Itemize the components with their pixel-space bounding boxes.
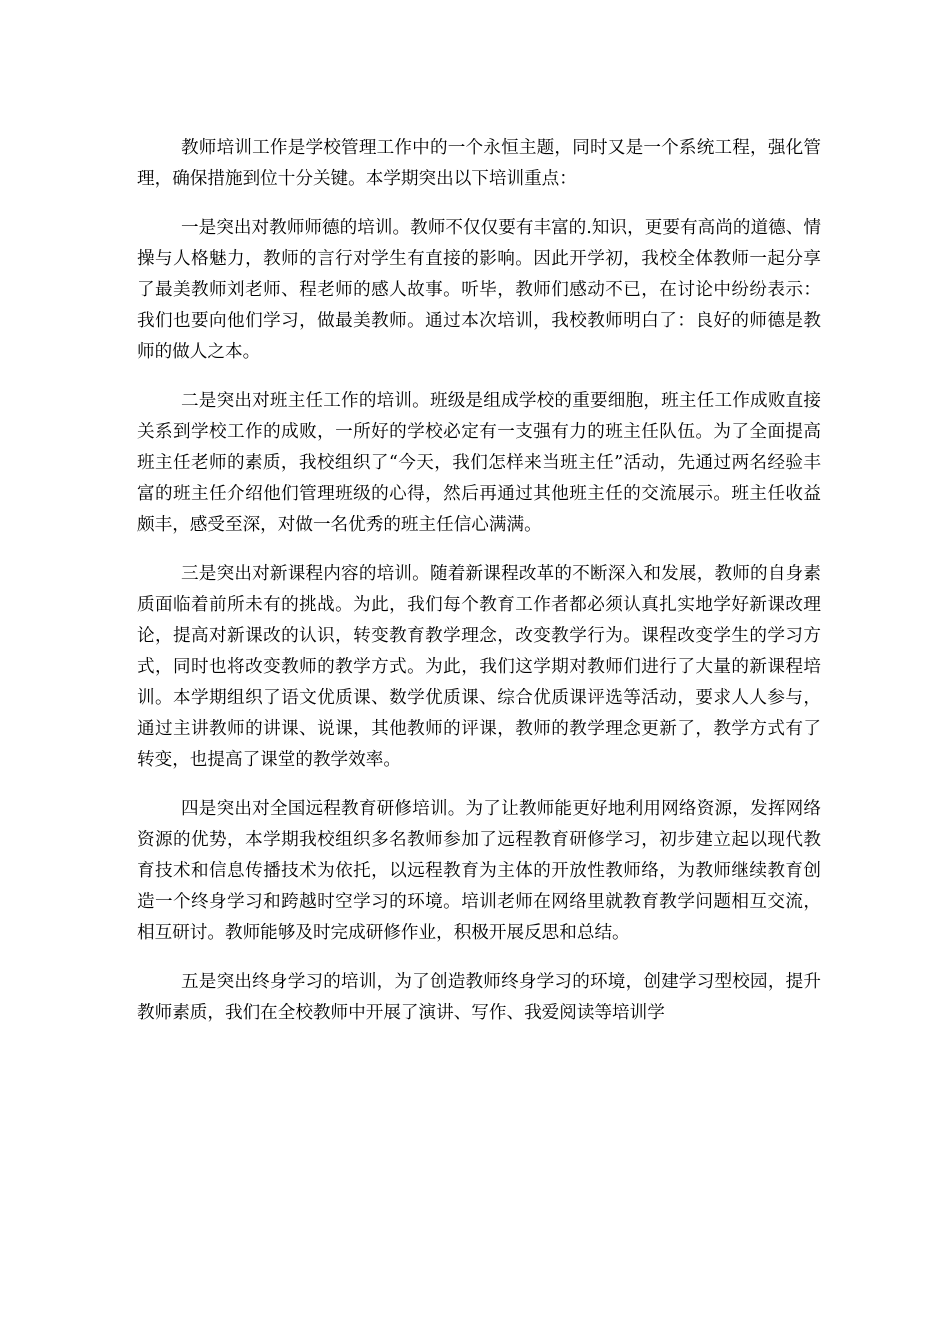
paragraph-head-teacher: 二是突出对班主任工作的培训。班级是组成学校的重要细胞，班主任工作成败直接关系到学校工作的成败，一所好的学校必定有一支强有力的班主任队伍。为了全面提高班主任老师的素质，我校组织了“今天，我们怎样来当班主任”活动，先通过两名经验丰富的班主任介绍他们管理班级的心得，然后再通过其他班主任的交流展示。班主任收益颇丰，感受至深，对做一名优秀的班主任信心满满。 bbox=[137, 391, 821, 535]
document-body bbox=[137, 133, 821, 1029]
paragraph-new-curriculum: 三是突出对新课程内容的培训。随着新课程改革的不断深入和发展，教师的自身素质面临着前所未有的挑战。为此，我们每个教育工作者都必须认真扎实地学好新课改理论，提高对新课改的认识，转变教育教学理念，改变教学行为。课程改变学生的学习方式，同时也将改变教师的教学方式。为此，我们这学期对教师们进行了大量的新课程培训。本学期组织了语文优质课、数学优质课、综合优质课评选等活动，要求人人参与，通过主讲教师的讲课、说课，其他教师的评课，教师的教学理念更新了，教学方式有了转变，也提高了课堂的教学效率。 bbox=[137, 564, 821, 770]
paragraph-lifelong-learning: 五是突出终身学习的培训，为了创造教师终身学习的环境，创建学习型校园，提升教师素质，我们在全校教师中开展了演讲、写作、我爱阅读等培训学 bbox=[137, 972, 821, 1023]
paragraph-teacher-ethics: 一是突出对教师师德的培训。教师不仅仅要有丰富的.知识，更要有高尚的道德、情操与人格魅力，教师的言行对学生有直接的影响。因此开学初，我校全体教师一起分享了最美教师刘老师、程老师的感人故事。听毕，教师们感动不已，在讨论中纷纷表示：我们也要向他们学习，做最美教师。通过本次培训，我校教师明白了：良好的师德是教师的做人之本。 bbox=[137, 218, 821, 362]
paragraph-remote-education: 四是突出对全国远程教育研修培训。为了让教师能更好地利用网络资源，发挥网络资源的优势，本学期我校组织多名教师参加了远程教育研修学习，初步建立起以现代教育技术和信息传播技术为依托，以远程教育为主体的开放性教师络，为教师继续教育创造一个终身学习和跨越时空学习的环境。培训老师在网络里就教育教学问题相互交流，相互研讨。教师能够及时完成研修作业，积极开展反思和总结。 bbox=[137, 799, 821, 943]
paragraph-intro: 教师培训工作是学校管理工作中的一个永恒主题，同时又是一个系统工程，强化管理，确保措施到位十分关键。本学期突出以下培训重点： bbox=[137, 138, 821, 189]
